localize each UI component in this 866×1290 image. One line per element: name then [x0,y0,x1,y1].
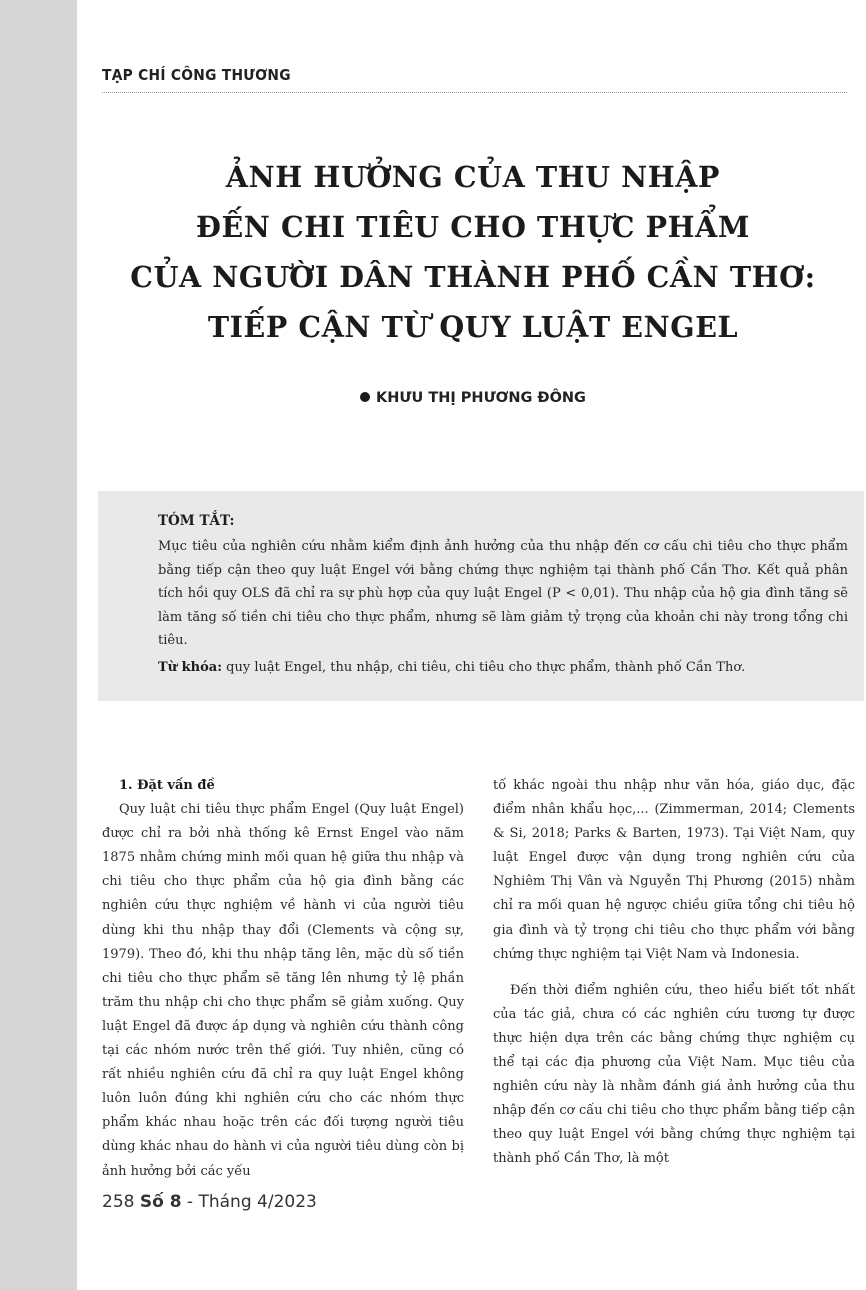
title-line: ĐẾN CHI TIÊU CHO THỰC PHẨM [195,210,751,244]
title-line: TIẾP CẬN TỪ QUY LUẬT ENGEL [207,310,739,344]
keywords-line [158,656,848,680]
left-margin-band [0,0,77,1290]
page-footer [102,1192,317,1212]
body-paragraph: Quy luật chi tiêu thực phẩm Engel (Quy luật Engel) được chỉ ra bởi nhà thống kê Ernst Engel vào năm 1875 nhằm chứng minh mối quan hệ giữa thu nhập và chi tiêu cho thực phẩm của hộ gia đình bằng các nghiên cứu thực nghiệm về hành vi của người tiêu dùng khi thu nhập thay đổi (Clements và cộng sự, 1979). Theo đó, khi thu nhập tăng lên, mặc dù số tiền chi tiêu cho thực phẩm sẽ tăng lên nhưng tỷ lệ phần trăm thu nhập chi cho thực phẩm sẽ giảm xuống. Quy luật Engel đã được áp dụng và nghiên cứu thành công tại các nhóm nước trên thế giới. Tuy nhiên, cũng có rất nhiều nghiên cứu đã chỉ ra quy luật Engel không luôn luôn đúng khi nghiên cứu cho các nhóm thực phẩm khác nhau hoặc trên các đối tượng người tiêu dùng khác nhau do hành vi của người tiêu dùng còn bị ảnh hưởng bởi các yếu [102,802,464,1179]
issue-date: Tháng 4/2023 [198,1192,317,1212]
keywords-label: Từ khóa: [158,660,223,675]
title-line: CỦA NGƯỜI DÂN THÀNH PHỐ CẦN THƠ: [130,260,816,294]
title-line: ẢNH HƯỞNG CỦA THU NHẬP [225,160,721,194]
body-paragraph: tố khác ngoài thu nhập như văn hóa, giáo dục, đặc điểm nhân khẩu học,... (Zimmerman, 2014; Clements & Si, 2018; Parks & Barten, 1973). Tại Việt Nam, quy luật Engel được vận dụng trong nghiên cứu của Nghiêm Thị Vân và Nguyễn Thị Phương (2015) nhằm chỉ ra mối quan hệ ngược chiều giữa tổng chi tiêu hộ gia đình và tỷ trọng chi tiêu cho thực phẩm với bằng chứng thực nghiệm tại Việt Nam và Indonesia. [493,778,855,962]
author-name: KHƯU THỊ PHƯƠNG ĐÔNG [376,390,586,406]
issue-number: Số 8 [139,1192,182,1212]
body-paragraph: Đến thời điểm nghiên cứu, theo hiểu biết tốt nhất của tác giả, chưa có các nghiên cứu tương tự được thực hiện dựa trên các bằng chứng thực nghiệm cụ thể tại các địa phương của Việt Nam. Mục tiêu của nghiên cứu này là nhằm đánh giá ảnh hưởng của thu nhập đến cơ cấu chi tiêu cho thực phẩm bằng tiếp cận theo quy luật Engel với bằng chứng thực nghiệm tại thành phố Cần Thơ, là một [493,982,855,1167]
header-divider [102,92,847,93]
footer-separator: - [181,1192,199,1212]
abstract-text: Mục tiêu của nghiên cứu nhằm kiểm định ảnh hưởng của thu nhập đến cơ cấu chi tiêu cho thực phẩm bằng tiếp cận theo quy luật Engel với bằng chứng thực nghiệm tại thành phố Cần Thơ. Kết quả phân tích hồi quy OLS đã chỉ ra sự phù hợp của quy luật Engel (P < 0,01). Thu nhập của hộ gia đình tăng sẽ làm tăng số tiền chi tiêu cho thực phẩm, nhưng sẽ làm giảm tỷ trọng của khoản chi này trong tổng chi tiêu. [158,539,848,648]
body-column-left [102,774,464,1184]
page-number: 258 [102,1192,135,1212]
journal-name: TẠP CHÍ CÔNG THƯƠNG [102,66,291,84]
article-title [80,152,866,352]
keywords-text: quy luật Engel, thu nhập, chi tiêu, chi tiêu cho thực phẩm, thành phố Cần Thơ. [222,660,746,675]
abstract-heading: TÓM TẮT: [158,513,235,529]
author-line [80,390,866,406]
bullet-icon [360,392,370,402]
body-column-right [493,774,855,1172]
section-heading: 1. Đặt vấn đề [119,778,215,793]
